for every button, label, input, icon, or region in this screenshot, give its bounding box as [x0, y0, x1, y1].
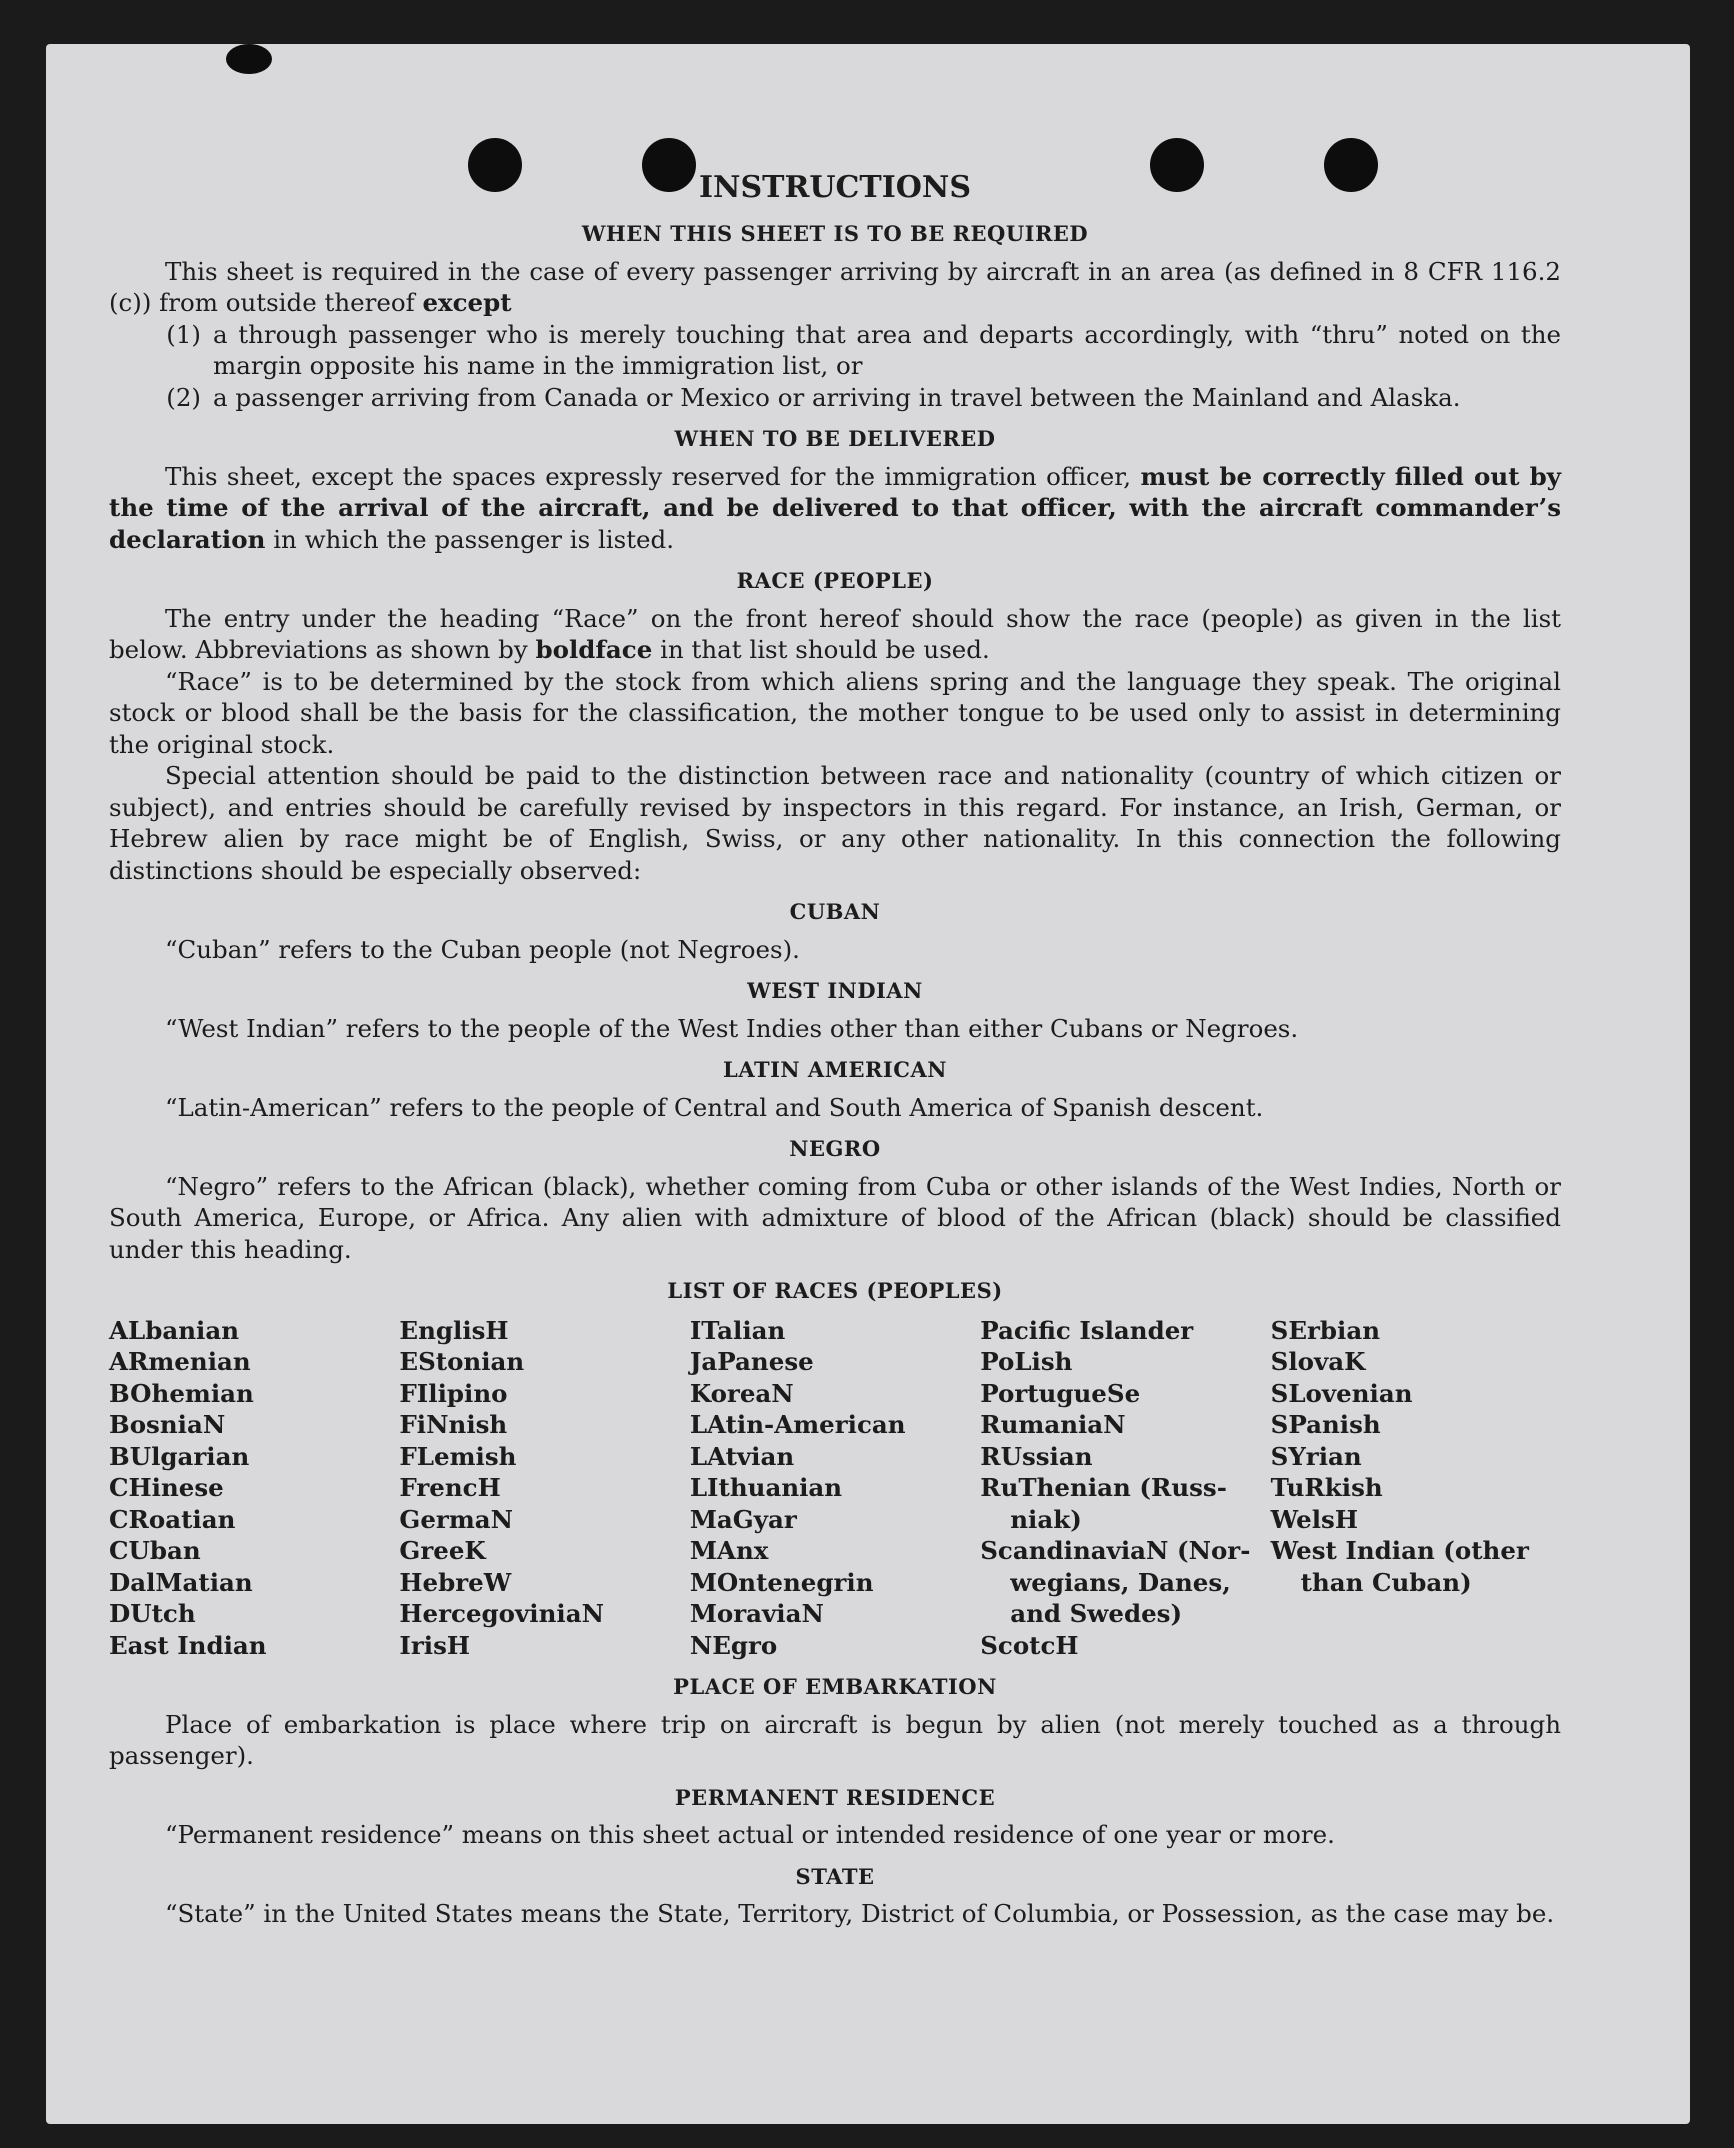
race-entry: CUban [109, 1536, 201, 1565]
race-entry: FrencH [399, 1473, 501, 1502]
race-entry: FiNnish [399, 1410, 508, 1439]
latin-american-text: “Latin-American” refers to the people of Central and South America of Spanish descent. [165, 1092, 1264, 1122]
race-entry: DalMatian [109, 1567, 253, 1597]
race-entry: RUssian [980, 1441, 1093, 1471]
race-entry: KoreaN [689, 1378, 794, 1408]
race-entry: HebreW [399, 1567, 512, 1597]
race-entry: BOhemian [109, 1378, 254, 1408]
race-entry: DUtch [109, 1599, 196, 1628]
section-heading-race: RACE (PEOPLE) [736, 568, 934, 593]
race-entry: LAtin-American [689, 1410, 906, 1439]
race-entry: niak) [1010, 1504, 1082, 1534]
race-entry: GermaN [399, 1504, 514, 1534]
race-entry: IrisH [399, 1630, 471, 1660]
race-entry: SErbian [1270, 1315, 1381, 1345]
race-entry: PoLish [980, 1347, 1073, 1376]
race-entry: LAtvian [689, 1441, 795, 1471]
race-entry: West Indian (other [1270, 1536, 1529, 1565]
race-entry: than Cuban) [1300, 1567, 1472, 1597]
race-entry: FLemish [399, 1441, 517, 1471]
race-entry: JaPanese [689, 1347, 814, 1376]
section-heading-west-indian: WEST INDIAN [747, 978, 923, 1003]
race-entry: SlovaK [1270, 1347, 1366, 1376]
race-entry: MoraviaN [689, 1599, 824, 1628]
cuban-text: “Cuban” refers to the Cuban people (not Negroes). [165, 934, 800, 964]
race-entry: SLovenian [1270, 1378, 1413, 1408]
races-column [399, 1315, 689, 1662]
when-required-intro: This sheet is required in the case of every passenger arriving by aircraft in an area (as defined in 8 CFR 116.2 (c)) from outside thereof except [109, 256, 1561, 317]
race-entry: RuThenian (Russ- [980, 1473, 1227, 1502]
race-entry: MaGyar [689, 1504, 797, 1534]
race-entry: HercegoviniaN [399, 1599, 604, 1628]
embarkation-text: Place of embarkation is place where trip on aircraft is begun by alien (not merely touched as a through passenger). [109, 1709, 1561, 1770]
race-entry: EnglisH [399, 1315, 509, 1345]
race-entry: CHinese [109, 1473, 224, 1502]
race-entry: FIlipino [399, 1378, 508, 1408]
section-heading-state: STATE [795, 1863, 875, 1889]
exception-item: (1) a through passenger who is merely touching that area and departs accordingly, with “thru” noted on the margin opposite his name in the immigration list, or [166, 319, 1561, 380]
section-heading-when-delivered: WHEN TO BE DELIVERED [674, 426, 996, 451]
race-entry: Pacific Islander [980, 1315, 1194, 1345]
race-entry: ARmenian [109, 1347, 251, 1376]
page-title: INSTRUCTIONS [699, 170, 971, 205]
section-heading-when-required: WHEN THIS SHEET IS TO BE REQUIRED [581, 221, 1089, 246]
races-list [109, 1315, 1561, 1662]
race-entry: RumaniaN [980, 1410, 1126, 1439]
race-entry: wegians, Danes, [1010, 1567, 1231, 1597]
west-indian-text: “West Indian” refers to the people of the West Indies other than either Cubans or Negroes. [165, 1013, 1299, 1043]
residence-text: “Permanent residence” means on this sheet actual or intended residence of one year or more. [165, 1820, 1335, 1849]
race-entry: TuRkish [1270, 1473, 1383, 1502]
section-heading-latin-american: LATIN AMERICAN [723, 1057, 947, 1082]
race-entry: NEgro [689, 1630, 778, 1660]
race-entry: BUlgarian [109, 1441, 250, 1471]
race-paragraph-2: “Race” is to be determined by the stock from which aliens spring and the language they speak. The original stock or blood shall be the basis for the classification, the mother tongue to be used only to assist in determining the original stock. [109, 666, 1561, 759]
race-paragraph-1: The entry under the heading “Race” on the front hereof should show the race (people) as given in the list below. Abbreviations as shown by boldface in that list should be used. [109, 603, 1561, 664]
section-heading-residence: PERMANENT RESIDENCE [674, 1784, 996, 1810]
exception-item: (2) a passenger arriving from Canada or Mexico or arriving in travel between the Mainland and Alaska. [166, 382, 1461, 412]
section-heading-negro: NEGRO [789, 1136, 881, 1161]
race-entry: and Swedes) [1010, 1599, 1183, 1628]
race-entry: East Indian [109, 1630, 267, 1660]
race-entry: ITalian [689, 1315, 786, 1345]
race-entry: PortugueSe [980, 1378, 1141, 1408]
race-entry: SYrian [1270, 1441, 1362, 1471]
races-column [109, 1315, 399, 1662]
section-heading-cuban: CUBAN [789, 899, 881, 924]
race-entry: ScandinaviaN (Nor- [980, 1536, 1251, 1565]
races-column [1271, 1315, 1561, 1662]
when-delivered-text: This sheet, except the spaces expressly reserved for the immigration officer, must be correctly filled out by the time of the arrival of the aircraft, and be delivered to that officer, with the aircraft commander’s declaration in which the passenger is listed. [109, 461, 1561, 554]
race-entry: ScotcH [980, 1630, 1079, 1660]
races-column [980, 1315, 1270, 1662]
state-text: “State” in the United States means the State, Territory, District of Columbia, or Possession, as the case may be. [165, 1899, 1555, 1928]
race-entry: EStonian [399, 1347, 525, 1376]
race-entry: MOntenegrin [689, 1567, 874, 1597]
race-paragraph-3: Special attention should be paid to the distinction between race and nationality (country of which citizen or subject), and entries should be carefully revised by inspectors in this regard. For instance, an Irish, German, or Hebrew alien by race might be of English, Swiss, or any other nationality. In this connection the following distinctions should be especially observed: [109, 761, 1561, 885]
race-entry: LIthuanian [689, 1473, 843, 1502]
instructions-content [109, 168, 1561, 1930]
races-column [690, 1315, 980, 1662]
race-entry: GreeK [399, 1536, 486, 1565]
race-entry: MAnx [689, 1536, 769, 1565]
race-entry: WelsH [1270, 1504, 1358, 1534]
race-entry: ALbanian [109, 1315, 240, 1345]
section-heading-list-of-races: LIST OF RACES (PEOPLES) [667, 1278, 1003, 1303]
race-entry: CRoatian [109, 1504, 236, 1534]
negro-text: “Negro” refers to the African (black), whether coming from Cuba or other islands of the West Indies, North or South America, Europe, or Africa. Any alien with admixture of blood of the African (black) should be classified under this heading. [109, 1171, 1561, 1264]
section-heading-embarkation: PLACE OF EMBARKATION [673, 1674, 997, 1699]
ink-blot [226, 44, 272, 74]
race-entry: BosniaN [109, 1410, 226, 1439]
race-entry: SPanish [1270, 1410, 1381, 1439]
